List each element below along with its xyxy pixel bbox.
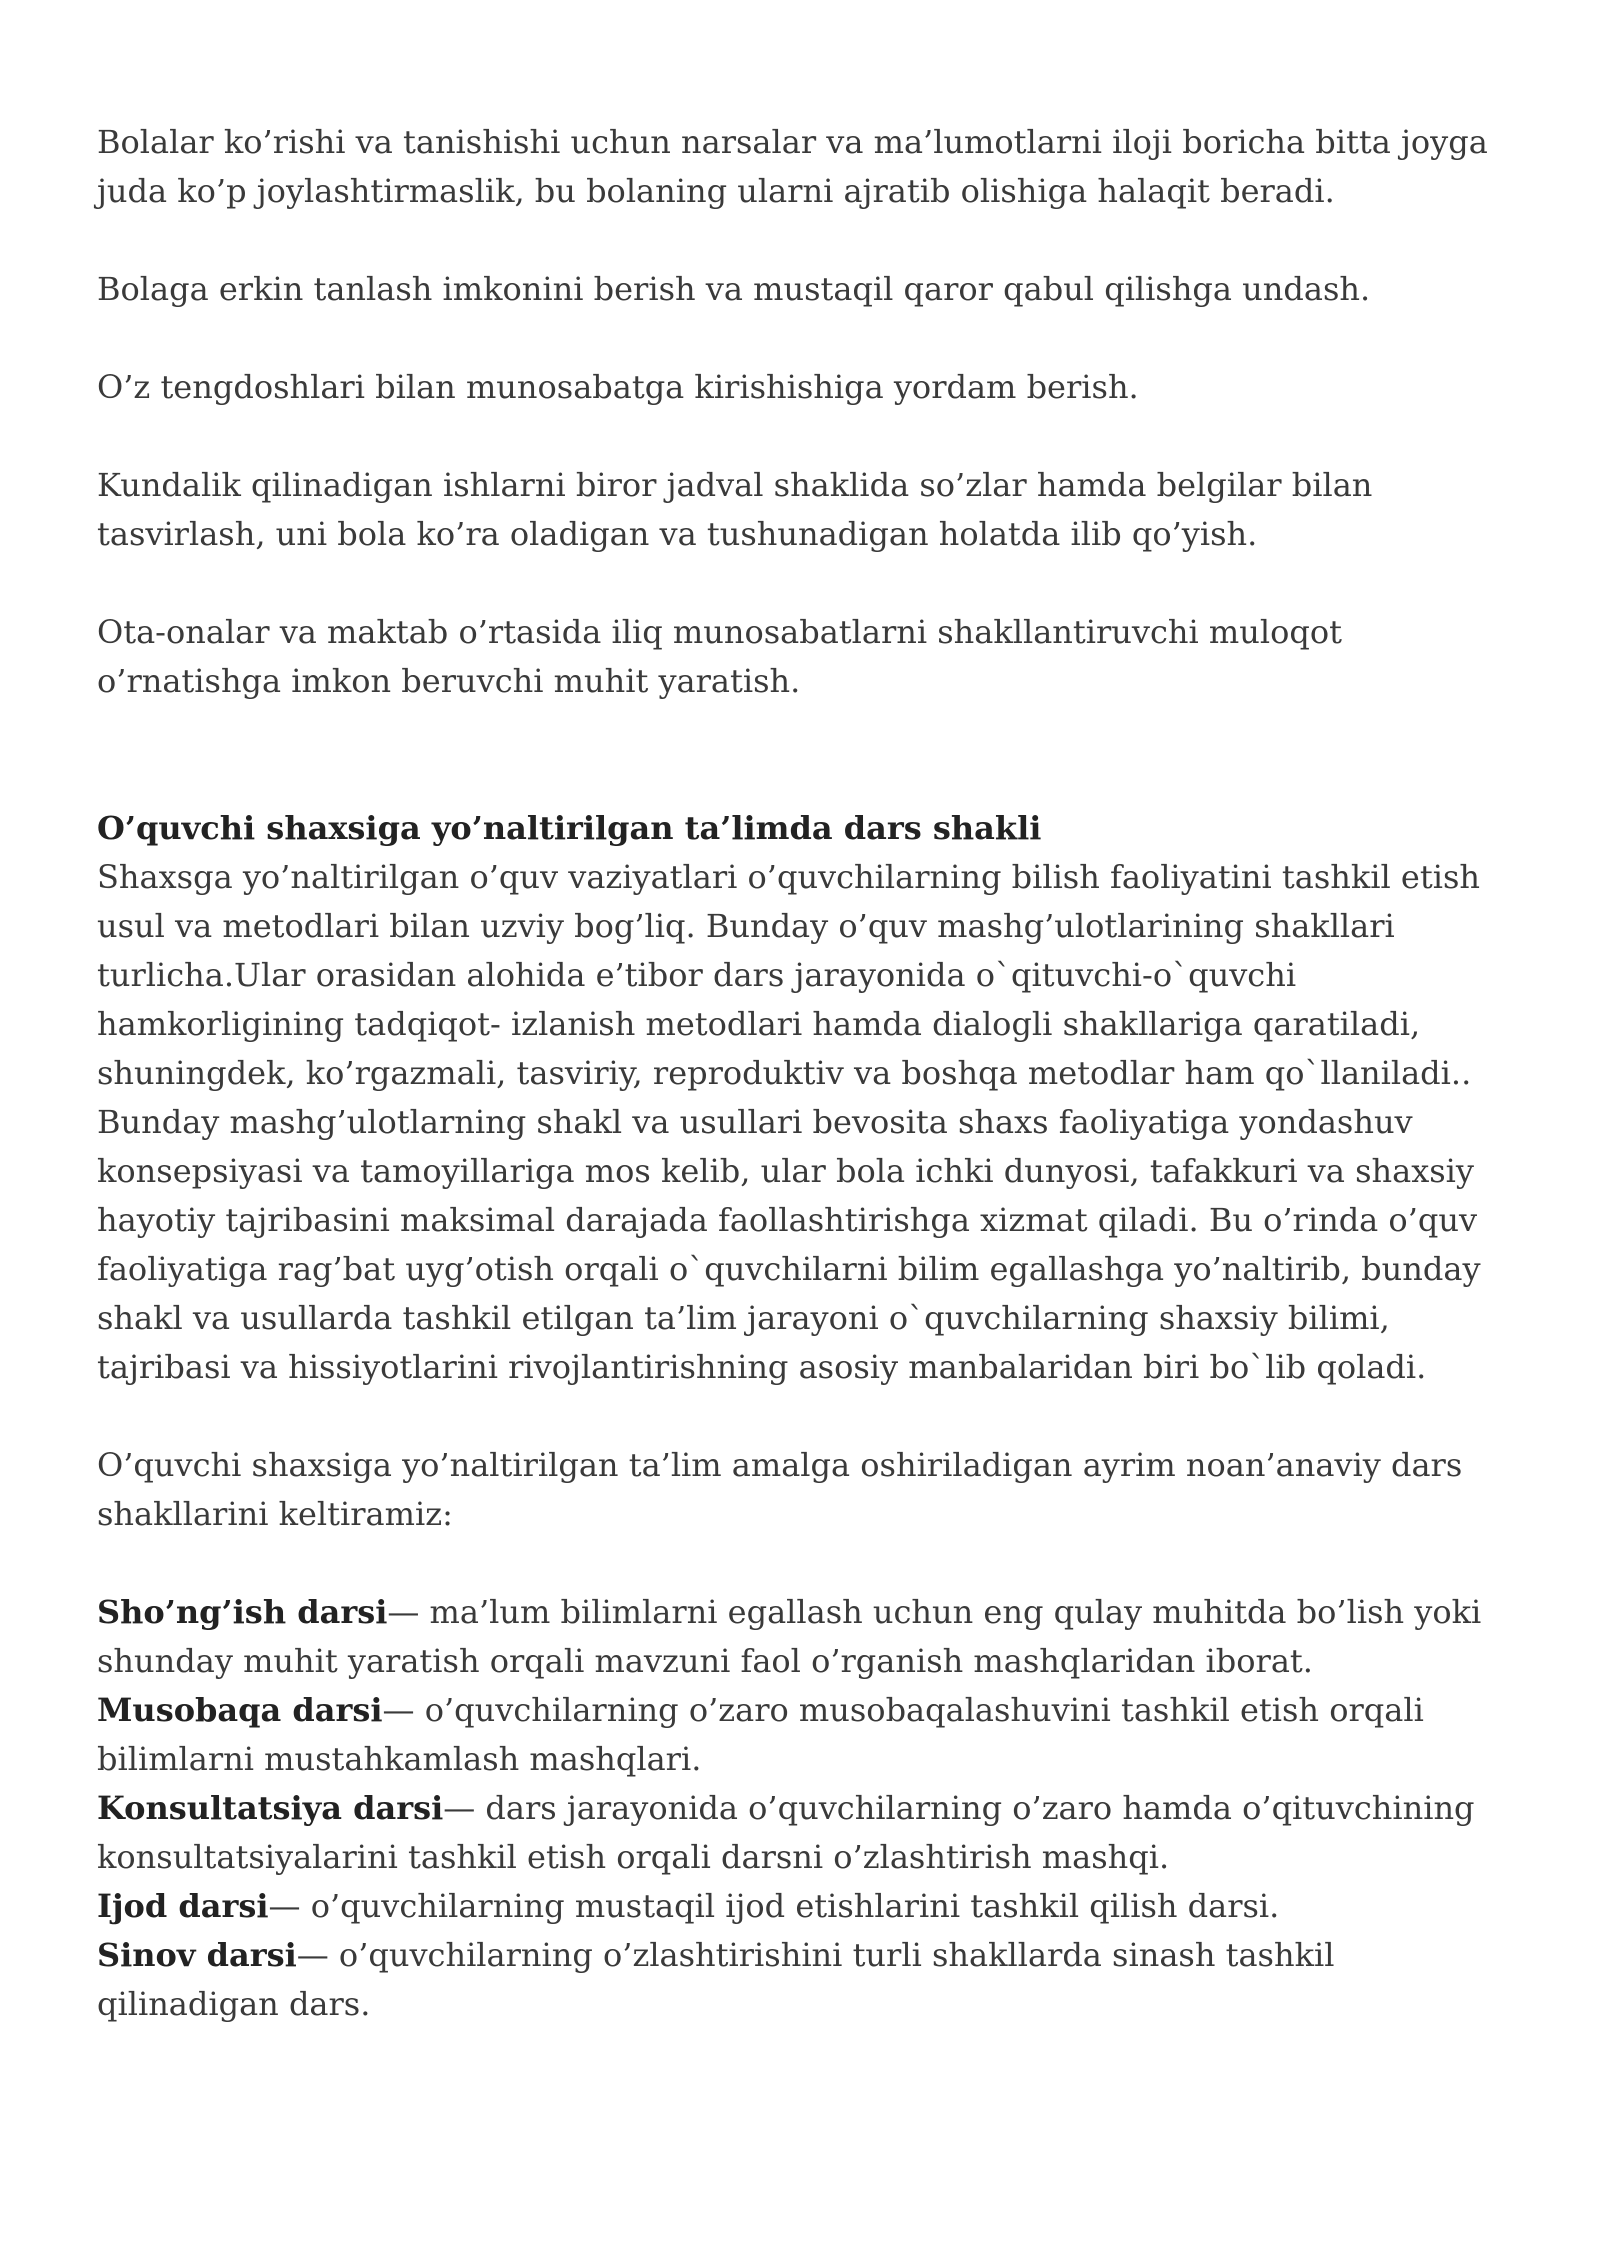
paragraph-intro-3: O’z tengdoshlari bilan munosabatga kirishishiga yordam berish. [97, 368, 1139, 406]
lesson-type-item [97, 1686, 1497, 1784]
paragraph-intro-1: Bolalar ko’rishi va tanishishi uchun narsalar va ma’lumotlarni iloji boricha bitta joyga juda ko’p joylashtirmaslik, bu bolaning ularni ajratib olishiga halaqit beradi. [97, 123, 1488, 210]
section-heading: O’quvchi shaxsiga yo’naltirilgan ta’limda dars shakli [97, 809, 1042, 847]
paragraph-intro-2: Bolaga erkin tanlash imkonini berish va mustaqil qaror qabul qilishga undash. [97, 270, 1371, 308]
paragraph-intro-5: Ota-onalar va maktab o’rtasida iliq munosabatlarni shakllantiruvchi muloqot o’rnatishga imkon beruvchi muhit yaratish. [97, 613, 1342, 700]
section-body: Shaxsga yo’naltirilgan o’quv vaziyatlari o’quvchilarning bilish faoliyatini tashkil etish usul va metodlari bilan uzviy bog’liq. Bunday o’quv mashg’ulotlarining shakllari turlicha.Ular orasidan alohida e’tibor dars jarayonida o`qituvchi-o`quvchi hamkorligining tadqiqot- izlanish metodlari hamda dialogli shakllariga qaratiladi, shuningdek, ko’rgazmali, tasviriy, reproduktiv va boshqa metodlar ham qo`llaniladi.. Bunday mashg’ulotlarning shakl va usullari bevosita shaxs faoliyatiga yondashuv konsepsiyasi va tamoyillariga mos kelib, ular bola ichki dunyosi, tafakkuri va shaxsiy hayotiy tajribasini maksimal darajada faollashtirishga xizmat qiladi. Bu o’rinda o’quv faoliyatiga rag’bat uyg’otish orqali o`quvchilarni bilim egallashga yo’naltirib, bunday shakl va usullarda tashkil etilgan ta’lim jarayoni o`quvchilarning shaxsiy bilimi, tajribasi va hissiyotlarini rivojlantirishning asosiy manbalaridan biri bo`lib qoladi. [97, 858, 1481, 1386]
section-list-intro: O’quvchi shaxsiga yo’naltirilgan ta’lim amalga oshiriladigan ayrim noan’anaviy dars shakllarini keltiramiz: [97, 1446, 1463, 1533]
lesson-type-item [97, 1784, 1497, 1882]
paragraph-intro-4: Kundalik qilinadigan ishlarni biror jadval shaklida so’zlar hamda belgilar bilan tasvirlash, uni bola ko’ra oladigan va tushunadigan holatda ilib qo’yish. [97, 466, 1373, 553]
lesson-type-text: — dars jarayonida o’quvchilarning o’zaro hamda o’qituvchining konsultatsiyalarini tashkil etish orqali darsni o’zlashtirish mashqi. [97, 1789, 1475, 1876]
lesson-type-term: Sho’ng’ish darsi [97, 1593, 388, 1631]
document-page [97, 118, 1497, 2029]
lesson-types-list [97, 1588, 1497, 2029]
lesson-type-item [97, 1882, 1497, 1931]
lesson-type-text: — o’quvchilarning o’zlashtirishini turli shakllarda sinash tashkil qilinadigan dars. [97, 1936, 1335, 2023]
lesson-type-item [97, 1588, 1497, 1686]
lesson-type-term: Sinov darsi [97, 1936, 297, 1974]
lesson-type-text: — ma’lum bilimlarni egallash uchun eng qulay muhitda bo’lish yoki shunday muhit yaratish orqali mavzuni faol o’rganish mashqlaridan iborat. [97, 1593, 1482, 1680]
lesson-type-text: — o’quvchilarning o’zaro musobaqalashuvini tashkil etish orqali bilimlarni mustahkamlash mashqlari. [97, 1691, 1424, 1778]
lesson-type-term: Konsultatsiya darsi [97, 1789, 444, 1827]
lesson-type-text: — o’quvchilarning mustaqil ijod etishlarini tashkil qilish darsi. [268, 1887, 1280, 1925]
lesson-type-item [97, 1931, 1497, 2029]
lesson-type-term: Ijod darsi [97, 1887, 269, 1925]
lesson-type-term: Musobaqa darsi [97, 1691, 383, 1729]
